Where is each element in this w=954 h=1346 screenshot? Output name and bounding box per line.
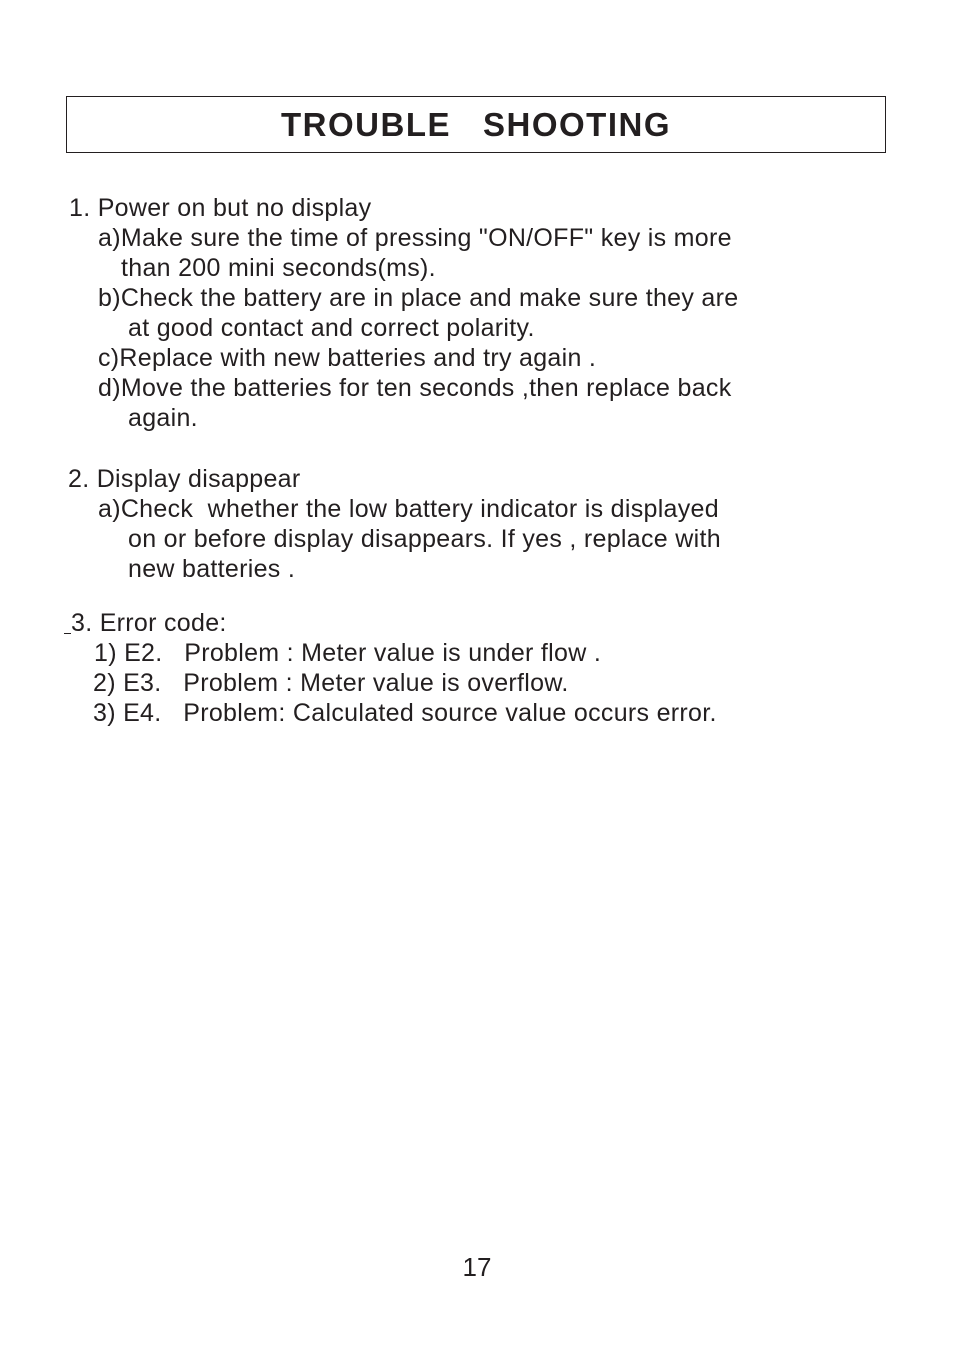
- list-item: 1) E2. Problem : Meter value is under flow .: [94, 639, 602, 667]
- list-item-continuation: at good contact and correct polarity.: [128, 314, 535, 342]
- section-heading-error-code: 3. Error code:: [71, 609, 227, 637]
- page-number: 17: [462, 1252, 492, 1282]
- list-item-continuation: on or before display disappears. If yes , replace with: [128, 525, 721, 553]
- list-item: 2) E3. Problem : Meter value is overflow.: [93, 669, 569, 697]
- list-item: c)Replace with new batteries and try again .: [98, 344, 597, 372]
- list-item-continuation: again.: [128, 404, 198, 432]
- list-item: d)Move the batteries for ten seconds ,then replace back: [98, 374, 732, 402]
- section-heading-power: 1. Power on but no display: [69, 194, 372, 222]
- list-item: a)Make sure the time of pressing "ON/OFF" key is more: [98, 224, 732, 252]
- list-item: b)Check the battery are in place and make sure they are: [98, 284, 739, 312]
- list-item-continuation: new batteries .: [128, 555, 296, 583]
- section-heading-display: 2. Display disappear: [68, 465, 301, 493]
- page-title: TROUBLE SHOOTING: [281, 105, 671, 143]
- stray-underline-mark: [64, 633, 71, 634]
- list-item: 3) E4. Problem: Calculated source value occurs error.: [93, 699, 717, 727]
- list-item-continuation: than 200 mini seconds(ms).: [121, 254, 436, 282]
- list-item: a)Check whether the low battery indicator is displayed: [98, 495, 719, 523]
- title-box: [66, 96, 886, 153]
